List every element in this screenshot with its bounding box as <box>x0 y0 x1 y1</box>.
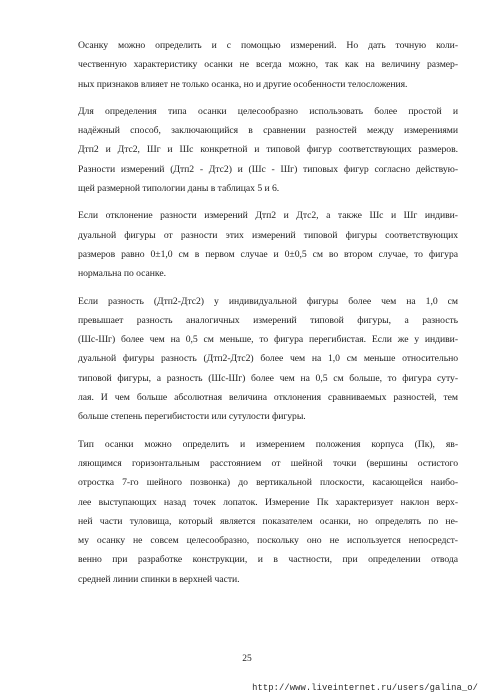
text-line: больше степень перегибистости или сутулости фигуры. <box>78 411 306 423</box>
text-line: средней линии спинки в верхней части. <box>78 573 240 585</box>
text-line: (Шс-Шг) более чем на 0,5 см меньше, то фигура перегибистая. Если же у индиви- <box>78 334 458 346</box>
text-line: ляющимся горизонтальным расстоянием от шейной точки (вершины остистого <box>78 457 458 469</box>
paragraph-4 <box>58 292 458 427</box>
text-line: Осанку можно определить и с помощью измерений. Но дать точную коли- <box>78 40 458 51</box>
text-line: Тип осанки можно определить и измерением положения корпуса (Пк), яв- <box>78 438 458 450</box>
document-body <box>58 36 458 597</box>
text-line: Для определения типа осанки целесообразно использовать более простой и <box>78 105 458 117</box>
text-line: нормальна по осанке. <box>78 268 166 280</box>
text-line: типовой фигуры, а разность (Шс-Шг) более чем на 0,5 см больше, то фигура суту- <box>78 372 458 384</box>
text-line: отростка 7-го шейного позвонка) до вертикальной плоскости, касающейся наибо- <box>78 477 458 489</box>
text-line: Если разность (Дтп2-Дтс2) у индивидуальной фигуры более чем на 1,0 см <box>78 295 458 307</box>
text-line: ней части туловища, который является показателем осанки, но определять по не- <box>78 515 458 527</box>
text-line: венно при разработке конструкции, и в частности, при определении отвода <box>78 554 458 566</box>
page-number: 25 <box>242 654 252 664</box>
text-line: Разности измерений (Дтп2 - Дтс2) и (Шс - Шг) типовых фигур согласно действую- <box>78 163 458 175</box>
text-line: Если отклонение разности измерений Дтп2 и Дтс2, а также Шс и Шг индиви- <box>78 210 458 222</box>
text-line: му осанку не совсем целесообразно, поскольку оно не используется непосредст- <box>78 535 458 547</box>
paragraph-2 <box>58 102 458 198</box>
paragraph-3 <box>58 206 458 283</box>
text-line: ных признаков влияет не только осанка, но и другие особенности телосложения. <box>78 78 408 90</box>
text-line: дуальной фигуры разность (Дтп2-Дтс2) более чем на 1,0 см меньше относительно <box>78 353 458 365</box>
text-line: лая. И чем больше абсолютная величина отклонения сравниваемых разностей, тем <box>78 392 458 404</box>
text-line: надёжный способ, заключающийся в сравнении разностей между измерениями <box>78 125 458 137</box>
paragraph-5 <box>58 435 458 589</box>
text-line: размеров равно 0±1,0 см в первом случае и 0±0,5 см во втором случае, то фигура <box>78 248 458 260</box>
watermark-url: http://www.liveinternet.ru/users/galina_o/ <box>252 683 478 693</box>
text-line: превышает разность аналогичных измерений типовой фигуры, а разность <box>78 314 458 326</box>
text-line: щей размерной типологии даны в таблицах 5 и 6. <box>78 183 280 195</box>
text-line: Дтп2 и Дтс2, Шг и Шс конкретной и типовой фигур соответствующих размеров. <box>78 144 458 156</box>
text-line: лее выступающих назад точек лопаток. Измерение Пк характеризует наклон верх- <box>78 496 458 508</box>
paragraph-1 <box>58 36 458 94</box>
text-line: чественную характеристику осанки не всегда можно, так как на величину размер- <box>78 59 458 71</box>
text-line: дуальной фигуры от разности этих измерений типовой фигуры соответствующих <box>78 229 458 241</box>
